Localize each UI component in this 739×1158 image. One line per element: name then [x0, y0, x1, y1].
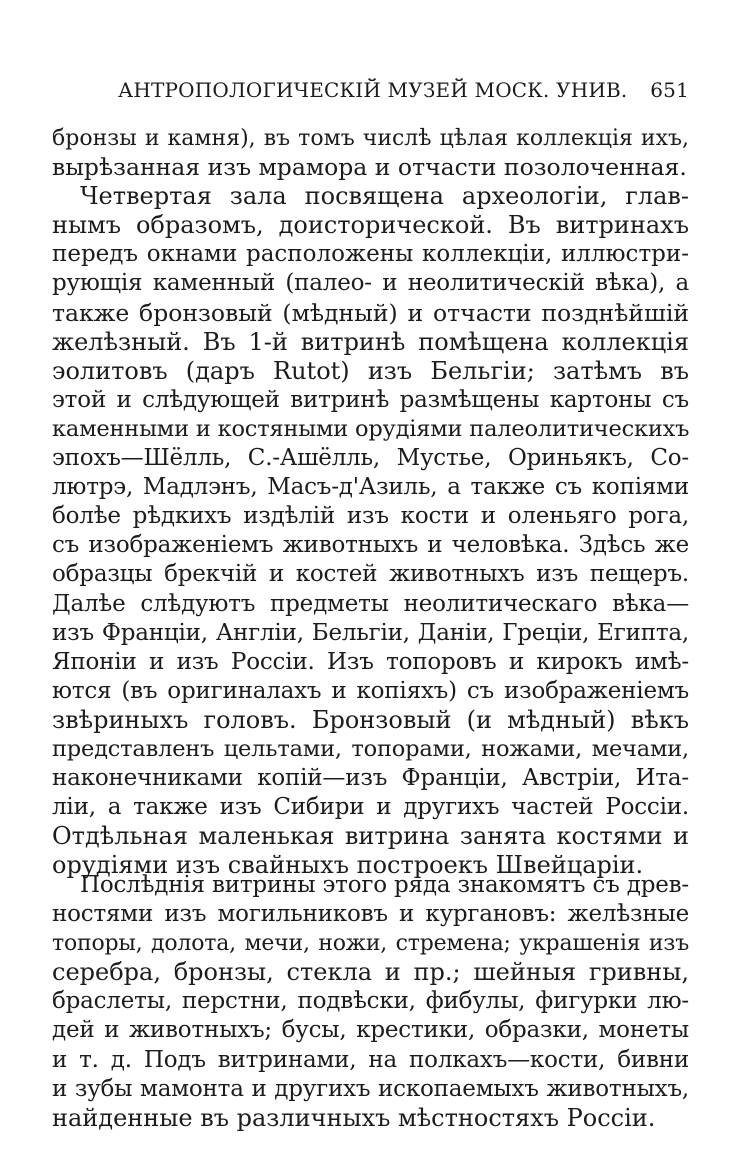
text-line: и т. д. Подъ витринами, на полкахъ—кости, бивни — [52, 1046, 689, 1073]
text-line: наконечниками копій—изъ Франціи, Австріи, Ита- — [52, 765, 689, 792]
text-line: желѣзный. Въ 1-й витринѣ помѣщена коллекція — [52, 327, 689, 356]
text-line: передъ окнами расположены коллекціи, иллюстри- — [52, 241, 689, 268]
text-line: нымъ образомъ, доисторической. Въ витринахъ — [52, 211, 689, 240]
text-line: Четвертая зала посвящена археологіи, глав- — [80, 182, 689, 211]
text-line: серебра, бронзы, стекла и пр.; шейныя гривны, — [52, 958, 689, 987]
text-line: браслеты, перстни, подвѣски, фибулы, фигурки лю- — [52, 988, 689, 1015]
text-line: болѣе рѣдкихъ издѣлій изъ кости и оленьяго рога, — [52, 503, 689, 530]
text-line: и зубы мамонта и другихъ ископаемыхъ животныхъ, — [52, 1075, 689, 1102]
text-line: лютрэ, Мадлэнъ, Масъ-д'Азиль, а также съ копіями — [52, 474, 689, 501]
text-line: эолитовъ (даръ Rutot) изъ Бельгіи; затѣмъ въ — [52, 356, 689, 385]
text-line: Послѣднія витрины этого ряда знакомятъ съ древ- — [80, 872, 689, 898]
text-line: бронзы и камня), въ томъ числѣ цѣлая коллекція ихъ, — [52, 126, 689, 151]
text-line: ліи, а также изъ Сибири и другихъ частей Россіи. — [52, 794, 689, 821]
text-line: ются (въ оригиналахъ и копіяхъ) съ изображеніемъ — [52, 677, 689, 704]
text-line: представленъ цельтами, топорами, ножами, мечами, — [52, 735, 689, 762]
running-header — [118, 78, 689, 106]
text-line: эпохъ—Шёлль, С.-Ашёлль, Мустье, Ориньякъ, Со- — [52, 445, 689, 472]
text-line: ностями изъ могильниковъ и кургановъ: желѣзные — [52, 901, 689, 928]
running-title: АНТРОПОЛОГИЧЕСКІЙ МУЗЕЙ МОСК. УНИВ. — [118, 78, 628, 102]
text-line: образцы брекчій и костей животныхъ изъ пещеръ. — [52, 561, 689, 588]
text-line: также бронзовый (мѣдный) и отчасти позднѣйшій — [52, 298, 689, 327]
text-line: изъ Франціи, Англіи, Бельгіи, Даніи, Греціи, Египта, — [52, 619, 689, 646]
text-line: рующія каменный (палео- и неолитическій вѣка), а — [52, 270, 689, 297]
text-line: этой и слѣдующей витринѣ размѣщены картоны съ — [52, 386, 689, 413]
text-line: найденные въ различныхъ мѣстностяхъ Россіи. — [52, 1103, 656, 1132]
text-line: каменными и костяными орудіями палеолитическихъ — [52, 415, 690, 442]
text-line: орудіями изъ свайныхъ построекъ Швейцаріи. — [52, 851, 644, 880]
text-line: Японіи и изъ Россіи. Изъ топоровъ и кирокъ имѣ- — [52, 648, 689, 675]
page-number: 651 — [650, 78, 689, 102]
text-column — [52, 124, 689, 880]
text-line: Далѣе слѣдуютъ предметы неолитическаго вѣка— — [52, 590, 689, 617]
text-line: звѣриныхъ головъ. Бронзовый (и мѣдный) вѣкъ — [52, 705, 689, 734]
text-line: вырѣзанная изъ мрамора и отчасти позолоченная. — [52, 153, 687, 182]
text-line: дей и животныхъ; бусы, крестики, образки, монеты — [52, 1017, 689, 1044]
text-line: Отдѣльная маленькая витрина занята костями и — [52, 822, 689, 851]
text-column-continued — [52, 871, 689, 1133]
text-line: съ изображеніемъ животныхъ и человѣка. Здѣсь же — [52, 532, 689, 559]
text-line: топоры, долота, мечи, ножи, стремена; украшенія изъ — [52, 931, 689, 957]
